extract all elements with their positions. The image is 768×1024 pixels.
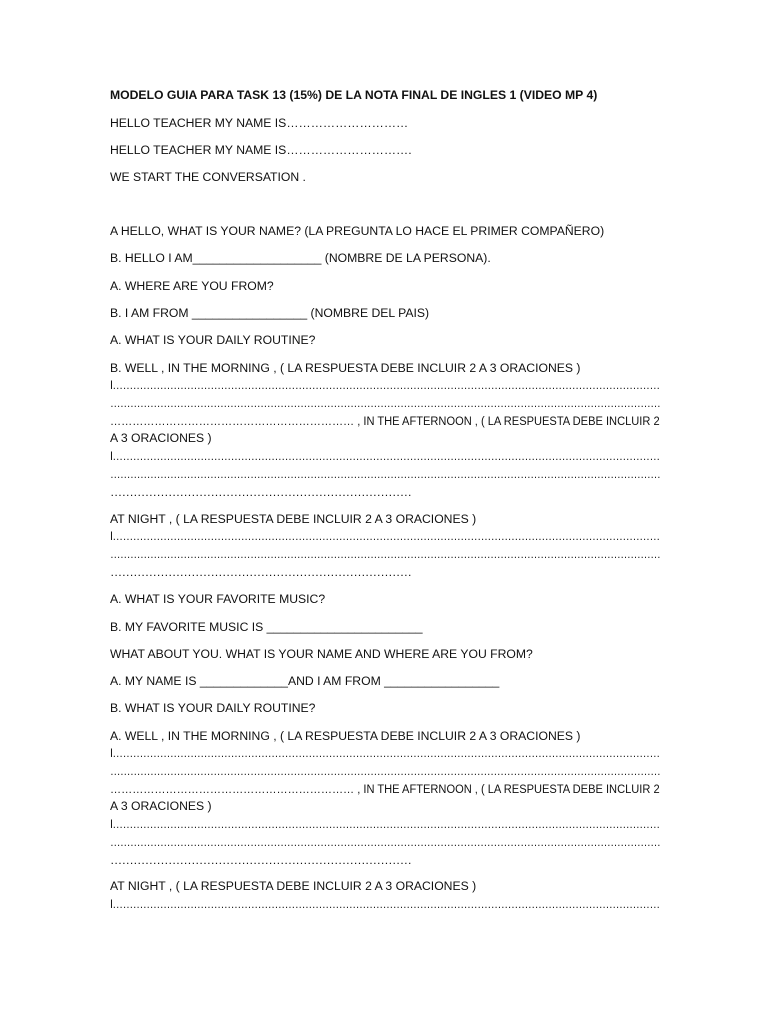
question-routine-b: B. WHAT IS YOUR DAILY ROUTINE? (110, 701, 316, 715)
night-line: AT NIGHT , ( LA RESPUESTA DEBE INCLUIR 2 A 3 ORACIONES ) (110, 512, 477, 526)
answer-dots-line: …………………………………………………………………… (110, 485, 412, 499)
answer-dots-line: I……………………………………………………………………………………………………………………………………………… (110, 817, 660, 831)
answer-dots-line: ………………………………………………………………………………………………………………………………………………… (110, 396, 661, 410)
answer-dots-line: ………………………………………………………………………………………………………………………………………………… (110, 764, 661, 778)
what-about-line: WHAT ABOUT YOU. WHAT IS YOUR NAME AND WHERE ARE YOU FROM? (110, 647, 533, 661)
a-morning-line: A. WELL , IN THE MORNING , ( LA RESPUESTA DEBE INCLUIR 2 A 3 ORACIONES ) (110, 729, 581, 743)
answer-dots-line: ………………………………………………………………………………………………………………………………………………… (110, 835, 661, 849)
question-name: A HELLO, WHAT IS YOUR NAME? (LA PREGUNTA LO HACE EL PRIMER COMPAÑERO) (110, 224, 605, 238)
answer-music: B. MY FAVORITE MUSIC IS _______________________ (110, 620, 423, 634)
answer-dots-line: I……………………………………………………………………………………………………………………………………………… (110, 449, 660, 463)
afternoon-line: ………………………………………………………… , IN THE AFTERNOON , ( LA RESPUESTA DEBE INCLUIR 2 (110, 414, 660, 428)
answer-dots-line: …………………………………………………………………… (110, 565, 412, 579)
answer-from: B. I AM FROM _________________ (NOMBRE DEL PAIS) (110, 306, 430, 320)
document-title: MODELO GUIA PARA TASK 13 (15%) DE LA NOTA FINAL DE INGLES 1 (VIDEO MP 4) (110, 88, 598, 102)
b-morning-line: B. WELL , IN THE MORNING , ( LA RESPUESTA DEBE INCLUIR 2 A 3 ORACIONES ) (110, 361, 581, 375)
answer-dots-line: I……………………………………………………………………………………………………………………………………………… (110, 529, 660, 543)
answer-name: B. HELLO I AM___________________ (NOMBRE DE LA PERSONA). (110, 251, 491, 265)
afternoon-line: ………………………………………………………… , IN THE AFTERNOON , ( LA RESPUESTA DEBE INCLUIR 2 (110, 782, 660, 796)
answer-dots-line: I……………………………………………………………………………………………………………………………………………… (110, 378, 660, 392)
night-line: AT NIGHT , ( LA RESPUESTA DEBE INCLUIR 2 A 3 ORACIONES ) (110, 879, 477, 893)
question-from: A. WHERE ARE YOU FROM? (110, 279, 274, 293)
afternoon-continuation: A 3 ORACIONES ) (110, 799, 212, 813)
answer-dots-line: …………………………………………………………………… (110, 853, 412, 867)
answer-name-from: A. MY NAME IS _____________AND I AM FROM _________________ (110, 674, 500, 688)
answer-dots-line: ………………………………………………………………………………………………………………………………………………… (110, 547, 661, 561)
afternoon-continuation: A 3 ORACIONES ) (110, 431, 212, 445)
intro-line-1: HELLO TEACHER MY NAME IS………………………… (110, 116, 409, 130)
answer-dots-line: I……………………………………………………………………………………………………………………………………………… (110, 897, 660, 911)
intro-line-3: WE START THE CONVERSATION . (110, 170, 306, 184)
answer-dots-line: ………………………………………………………………………………………………………………………………………………… (110, 467, 661, 481)
question-music: A. WHAT IS YOUR FAVORITE MUSIC? (110, 592, 326, 606)
question-routine: A. WHAT IS YOUR DAILY ROUTINE? (110, 333, 316, 347)
intro-line-2: HELLO TEACHER MY NAME IS…………………………. (110, 143, 412, 157)
answer-dots-line: I……………………………………………………………………………………………………………………………………………… (110, 746, 660, 760)
